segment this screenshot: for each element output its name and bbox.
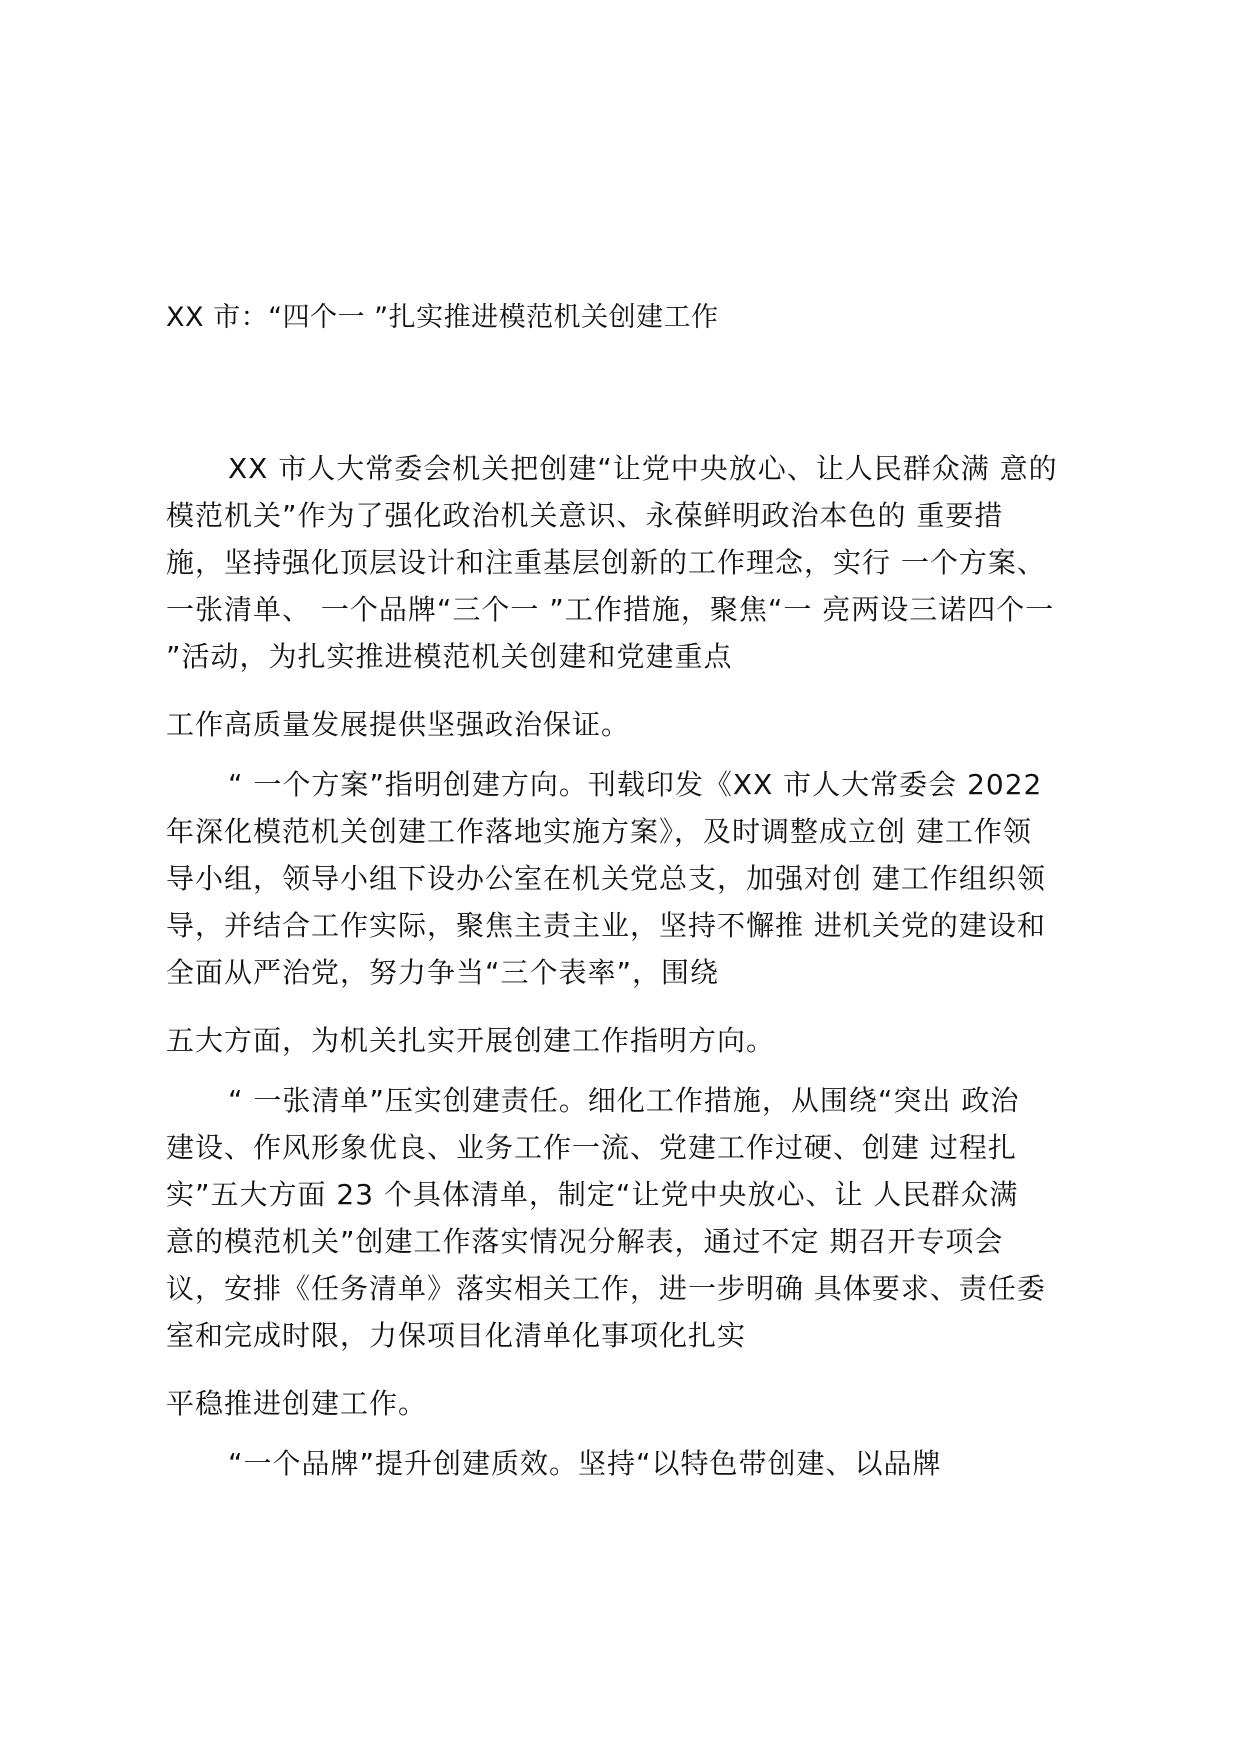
paragraph-3-line-2: 建设、作风形象优良、业务工作一流、党建工作过硬、创建 过程扎 <box>166 1131 1017 1164</box>
paragraph-3-line-4: 意的模范机关”创建工作落实情况分解表，通过不定 期召开专项会 <box>166 1225 1004 1258</box>
paragraph-2-line-3: 导小组，领导小组下设办公室在机关党总支，加强对创 建工作组织领 <box>166 862 1046 895</box>
paragraph-1-line-6: 工作高质量发展提供坚强政治保证。 <box>166 708 631 741</box>
paragraph-1-line-3: 施，坚持强化顶层设计和注重基层创新的工作理念，实行 一个方案、 <box>166 546 1046 579</box>
paragraph-1-line-5: ”活动，为扎实推进模范机关创建和党建重点 <box>166 640 733 673</box>
paragraph-2-line-4: 导，并结合工作实际，聚焦主责主业，坚持不懈推 进机关党的建设和 <box>166 909 1046 942</box>
paragraph-3-line-5: 议，安排《任务清单》落实相关工作，进一步明确 具体要求、责任委 <box>166 1272 1046 1305</box>
paragraph-1-line-1: XX 市人大常委会机关把创建“让党中央放心、让人民群众满 意的 <box>228 452 1058 485</box>
paragraph-3-line-7: 平稳推进创建工作。 <box>166 1387 428 1420</box>
paragraph-1-line-2: 模范机关”作为了强化政治机关意识、永葆鲜明政治本色的 重要措 <box>166 499 1004 532</box>
paragraph-2-line-2: 年深化模范机关创建工作落地实施方案》，及时调整成立创 建工作领 <box>166 815 1032 848</box>
paragraph-1-line-4: 一张清单、 一个品牌“三个一 ”工作措施，聚焦“一 亮两设三诺四个一 <box>166 593 1055 626</box>
document-title: XX 市：“四个一 ”扎实推进模范机关创建工作 <box>166 302 719 333</box>
paragraph-3-line-1: “ 一张清单”压实创建责任。细化工作措施，从围绕“突出 政治 <box>228 1084 1020 1117</box>
paragraph-2-line-5: 全面从严治党，努力争当“三个表率”，围绕 <box>166 956 720 989</box>
paragraph-3-line-3: 实”五大方面 23 个具体清单，制定“让党中央放心、让 人民群众满 <box>166 1178 1019 1211</box>
paragraph-3-line-6: 室和完成时限，力保项目化清单化事项化扎实 <box>166 1319 747 1352</box>
paragraph-2-line-1: “ 一个方案”指明创建方向。刊载印发《XX 市人大常委会 2022 <box>228 768 1043 801</box>
paragraph-4-line-1: “一个品牌”提升创建质效。坚持“以特色带创建、以品牌 <box>228 1447 942 1480</box>
paragraph-2-line-6: 五大方面，为机关扎实开展创建工作指明方向。 <box>166 1024 776 1057</box>
